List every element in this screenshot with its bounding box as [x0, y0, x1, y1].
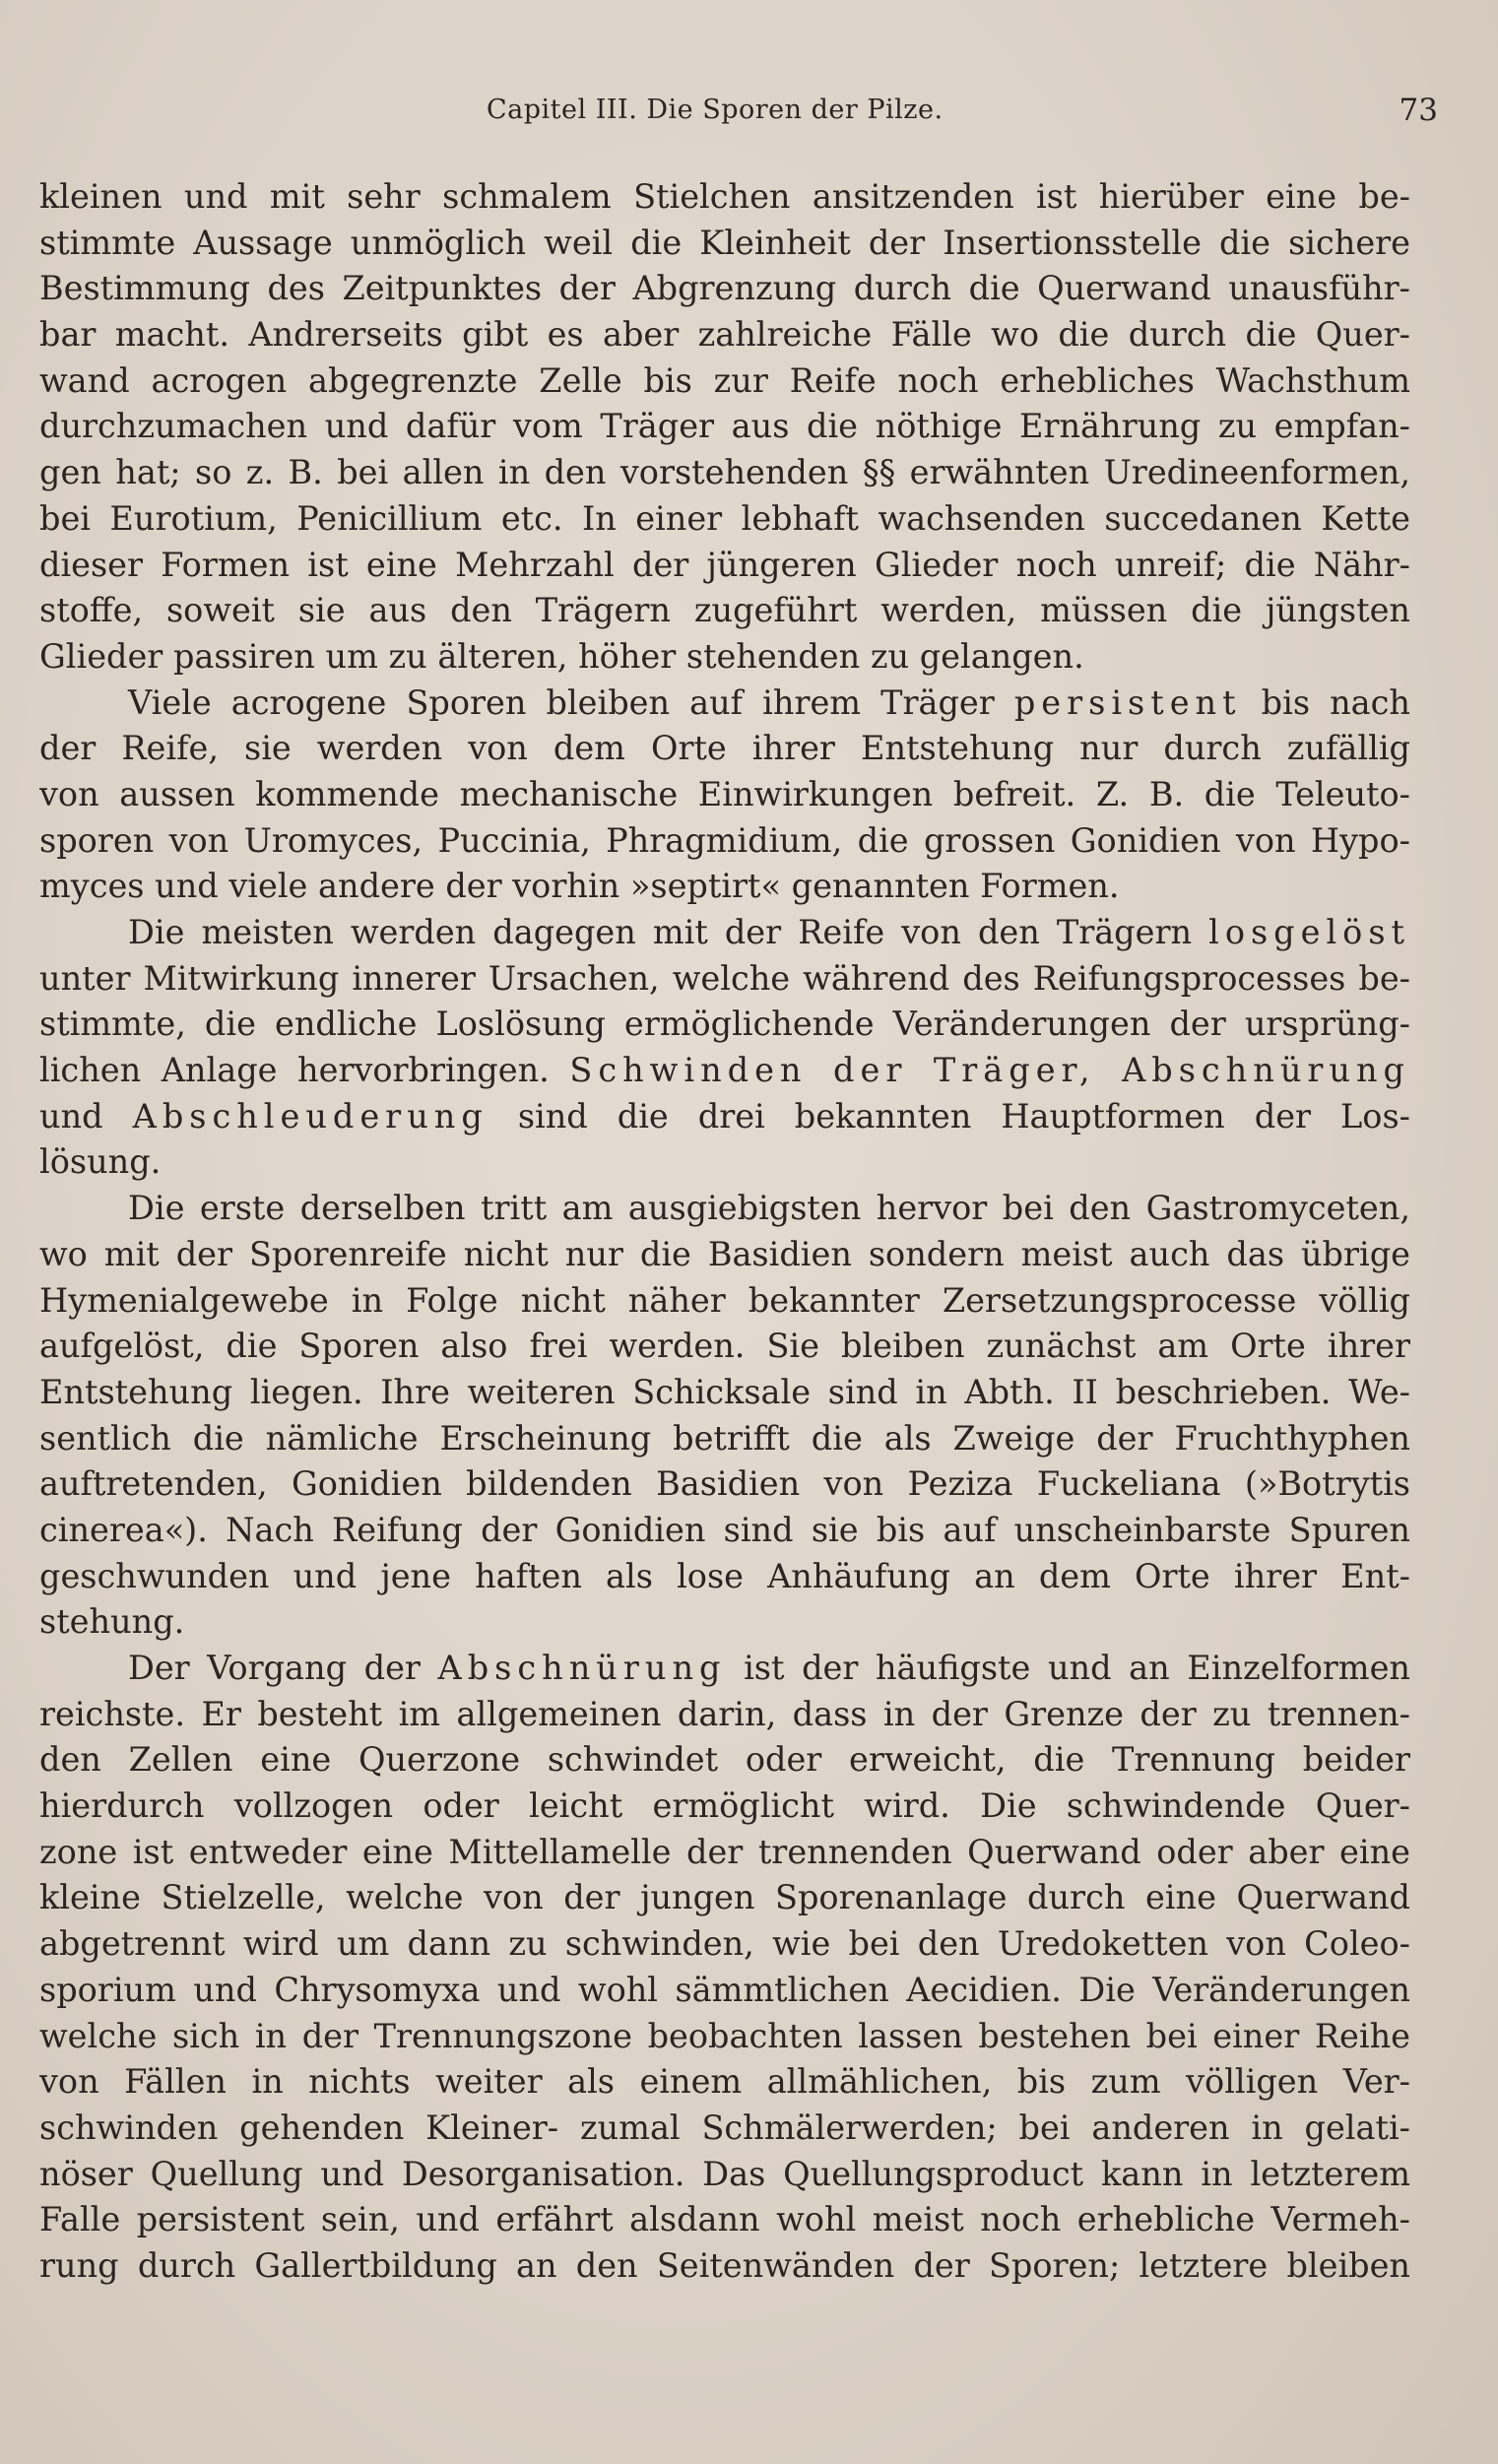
- text-line: Hymenialgewebe in Folge nicht näher bekannter Zersetzungsprocesse völlig: [39, 1280, 1410, 1320]
- text-line: von aussen kommende mechanische Einwirkungen befreit. Z. B. die Teleuto-: [39, 774, 1410, 813]
- text-line: gen hat; so z. B. bei allen in den vorstehenden §§ erwähnten Uredineenformen,: [39, 453, 1410, 492]
- text-line: hierdurch vollzogen oder leicht ermöglicht wird. Die schwindende Quer-: [39, 1786, 1410, 1826]
- text-line: bei Eurotium, Penicillium etc. In einer lebhaft wachsenden succedanen Kette: [39, 498, 1410, 538]
- text-line: den Zellen eine Querzone schwindet oder erweicht, die Trennung beider: [39, 1740, 1410, 1780]
- text-line: kleine Stielzelle, welche von der jungen Sporenanlage durch eine Querwand: [39, 1878, 1410, 1917]
- body-text: [39, 174, 1410, 2290]
- paragraph-start-line: [39, 1646, 1410, 1692]
- text-line: dieser Formen ist eine Mehrzahl der jüngeren Glieder noch unreif; die Nähr-: [39, 545, 1410, 584]
- spaced-emphasis: Abschleuderung: [132, 1096, 488, 1135]
- text-line: stoffe, soweit sie aus den Trägern zugeführt werden, müssen die jüngsten: [39, 591, 1410, 630]
- paragraph-start-line: [39, 910, 1410, 956]
- text-line: nöser Quellung und Desorganisation. Das Quellungsproduct kann in letzterem: [39, 2154, 1410, 2193]
- spaced-emphasis: losgelöst: [1208, 913, 1410, 951]
- text-run: Die meisten werden dagegen mit der Reife von den Trägern: [128, 913, 1193, 951]
- text-line: auftretenden, Gonidien bildenden Basidien von Peziza Fuckeliana (»Botrytis: [39, 1464, 1410, 1504]
- page-number: 73: [1399, 93, 1438, 128]
- text-run: sind die drei bekannten Hauptformen der Los-: [517, 1096, 1410, 1135]
- text-line: wo mit der Sporenreife nicht nur die Basidien sondern meist auch das übrige: [39, 1234, 1410, 1273]
- spaced-emphasis: persistent: [1013, 682, 1242, 722]
- text-line: schwinden gehenden Kleiner- zumal Schmälerwerden; bei anderen in gelati-: [39, 2107, 1410, 2147]
- text-run: Der Vorgang der: [128, 1649, 421, 1687]
- paragraph-start-line: [39, 681, 1410, 727]
- text-line: von Fällen in nichts weiter als einem allmählichen, bis zum völligen Ver-: [39, 2062, 1410, 2102]
- text-line: reichste. Er besteht im allgemeinen darin, dass in der Grenze der zu trennen-: [39, 1694, 1410, 1733]
- text-run: und: [39, 1096, 103, 1135]
- running-head: Capitel III. Die Sporen der Pilze.: [487, 95, 944, 125]
- spaced-emphasis: Abschnürung: [437, 1649, 727, 1687]
- text-line: kleinen und mit sehr schmalem Stielchen ansitzenden ist hierüber eine be-: [39, 177, 1410, 216]
- text-line: Glieder passiren um zu älteren, höher stehenden zu gelangen.: [39, 636, 1084, 676]
- text-line: cinerea«). Nach Reifung der Gonidien sind sie bis auf unscheinbarste Spuren: [39, 1510, 1410, 1549]
- text-line: Entstehung liegen. Ihre weiteren Schicksale sind in Abth. II beschrieben. We-: [39, 1372, 1410, 1411]
- text-line: wand acrogen abgegrenzte Zelle bis zur Reife noch erhebliches Wachsthum: [39, 360, 1410, 400]
- text-run: bis nach: [1261, 682, 1410, 722]
- text-line: myces und viele andere der vorhin »septirt« genannten Formen.: [39, 867, 1120, 906]
- text-line: sentlich die nämliche Erscheinung betrifft die als Zweige der Fruchthyphen: [39, 1418, 1410, 1458]
- text-line: bar macht. Andrerseits gibt es aber zahlreiche Fälle wo die durch die Quer-: [39, 315, 1410, 355]
- text-run: ist der häufigste und an Einzelformen: [744, 1649, 1410, 1687]
- text-line: stimmte Aussage unmöglich weil die Kleinheit der Insertionsstelle die sichere: [39, 223, 1410, 262]
- text-line: Falle persistent sein, und erfährt alsdann wohl meist noch erhebliche Vermeh-: [39, 2200, 1410, 2239]
- page-header: [39, 95, 1438, 144]
- text-line: [39, 1048, 1410, 1094]
- text-run: Viele acrogene Sporen bleiben auf ihrem Träger: [128, 682, 995, 722]
- text-line: unter Mitwirkung innerer Ursachen, welche während des Reifungsprocesses be-: [39, 958, 1410, 998]
- paragraph-start-line: Die erste derselben tritt am ausgiebigsten hervor bei den Gastromyceten,: [128, 1189, 1410, 1228]
- text-line: [39, 1094, 1410, 1140]
- text-line: stehung.: [39, 1602, 185, 1642]
- text-line: aufgelöst, die Sporen also frei werden. Sie bleiben zunächst am Orte ihrer: [39, 1327, 1410, 1366]
- text-line: abgetrennt wird um dann zu schwinden, wie bei den Uredoketten von Coleo-: [39, 1924, 1410, 1964]
- text-line: zone ist entweder eine Mittellamelle der trennenden Querwand oder aber eine: [39, 1832, 1410, 1871]
- text-line: der Reife, sie werden von dem Orte ihrer Entstehung nur durch zufällig: [39, 729, 1410, 768]
- text-line: Bestimmung des Zeitpunktes der Abgrenzung durch die Querwand unausführ-: [39, 269, 1410, 308]
- text-line: welche sich in der Trennungszone beobachten lassen bestehen bei einer Reihe: [39, 2016, 1410, 2055]
- text-run: lichen Anlage hervorbringen.: [39, 1051, 550, 1090]
- text-line: sporen von Uromyces, Puccinia, Phragmidium, die grossen Gonidien von Hypo-: [39, 820, 1410, 860]
- text-line: sporium und Chrysomyxa und wohl sämmtlichen Aecidien. Die Veränderungen: [39, 1970, 1410, 2009]
- spaced-emphasis: Schwinden der Träger, Abschnürung: [569, 1051, 1410, 1090]
- text-line: durchzumachen und dafür vom Träger aus die nöthige Ernährung zu empfan-: [39, 407, 1410, 446]
- text-line: rung durch Gallertbildung an den Seitenwänden der Sporen; letztere bleiben: [39, 2245, 1410, 2285]
- text-line: geschwunden und jene haften als lose Anhäufung an dem Orte ihrer Ent-: [39, 1556, 1410, 1595]
- text-line: stimmte, die endliche Loslösung ermöglichende Veränderungen der ursprüng-: [39, 1005, 1410, 1044]
- text-line: lösung.: [39, 1142, 162, 1182]
